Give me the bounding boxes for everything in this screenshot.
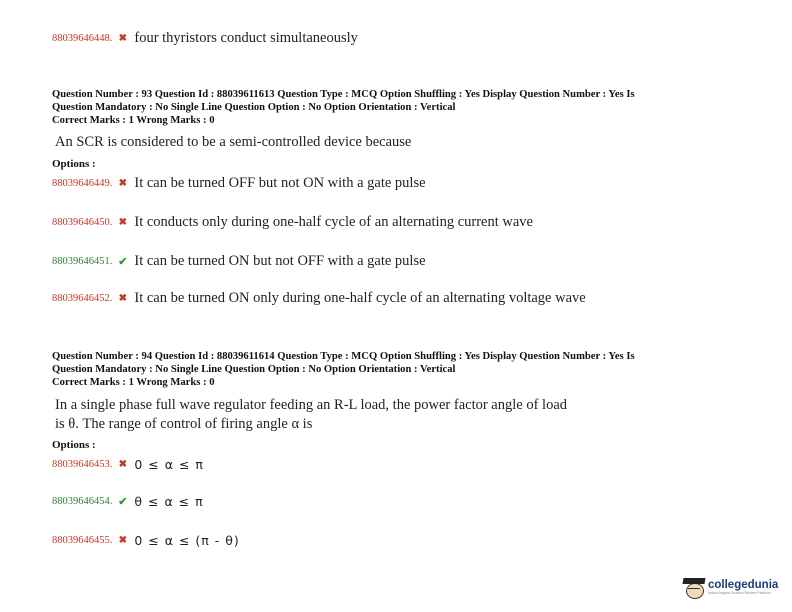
- meta-line: Question Mandatory : No Single Line Question Option : No Option Orientation : Vertical: [52, 102, 456, 113]
- option-id: 88039646449.: [52, 178, 113, 189]
- option-id: 88039646453.: [52, 459, 113, 470]
- option-text: four thyristors conduct simultaneously: [134, 30, 358, 46]
- option-text: 0 ≤ α ≤ (π - θ): [134, 533, 240, 548]
- option-row: [52, 457, 204, 472]
- cross-icon: ✖: [118, 178, 128, 189]
- cross-icon: ✖: [118, 33, 128, 44]
- collegedunia-logo: [683, 572, 783, 602]
- question-93-meta: [52, 88, 742, 127]
- logo-tagline: India's largest Student Review Platform: [708, 590, 771, 595]
- question-93-text: [55, 133, 411, 152]
- option-text: It can be turned ON but not OFF with a gate pulse: [134, 253, 426, 269]
- cross-icon: ✖: [118, 217, 128, 228]
- option-id: 88039646455.: [52, 535, 113, 546]
- option-text: θ ≤ α ≤ π: [134, 494, 204, 509]
- question-text-line: is θ. The range of control of firing angle α is: [55, 416, 313, 432]
- option-row: [52, 533, 240, 548]
- meta-line: Question Number : 93 Question Id : 88039611613 Question Type : MCQ Option Shuffling : Yes Display Question Number : Yes Is: [52, 89, 635, 100]
- option-id: 88039646454.: [52, 496, 113, 507]
- question-text-line: In a single phase full wave regulator feeding an R-L load, the power factor angle of load: [55, 397, 568, 413]
- check-icon: ✔: [118, 495, 128, 508]
- option-row: [52, 253, 426, 270]
- question-94-meta: [52, 350, 742, 389]
- option-row: [52, 290, 586, 307]
- question-94-text: [55, 396, 567, 434]
- cross-icon: ✖: [118, 535, 128, 546]
- option-row: [52, 175, 426, 192]
- cross-icon: ✖: [118, 293, 128, 304]
- option-row: [52, 494, 204, 509]
- option-row: [52, 214, 533, 231]
- graduate-mascot-icon: [683, 576, 705, 598]
- options-label: Options :: [52, 439, 96, 451]
- meta-line: Question Mandatory : No Single Line Question Option : No Option Orientation : Vertical: [52, 364, 456, 375]
- option-text: It conducts only during one-half cycle of an alternating current wave: [134, 214, 533, 230]
- check-icon: ✔: [118, 255, 128, 268]
- option-text: It can be turned ON only during one-half cycle of an alternating voltage wave: [134, 290, 586, 306]
- option-id: 88039646451.: [52, 256, 113, 267]
- option-text: 0 ≤ α ≤ π: [134, 457, 204, 472]
- logo-name: collegedunia: [708, 578, 779, 591]
- option-text: It can be turned OFF but not ON with a gate pulse: [134, 175, 426, 191]
- cross-icon: ✖: [118, 459, 128, 470]
- option-id: 88039646450.: [52, 217, 113, 228]
- option-id: 88039646448.: [52, 33, 113, 44]
- marks-line: Correct Marks : 1 Wrong Marks : 0: [52, 377, 215, 388]
- marks-line: Correct Marks : 1 Wrong Marks : 0: [52, 115, 215, 126]
- option-id: 88039646452.: [52, 293, 113, 304]
- options-label: Options :: [52, 158, 96, 170]
- question-text-line: An SCR is considered to be a semi-controlled device because: [55, 134, 412, 150]
- option-row: [52, 30, 358, 47]
- meta-line: Question Number : 94 Question Id : 88039611614 Question Type : MCQ Option Shuffling : Yes Display Question Number : Yes Is: [52, 351, 635, 362]
